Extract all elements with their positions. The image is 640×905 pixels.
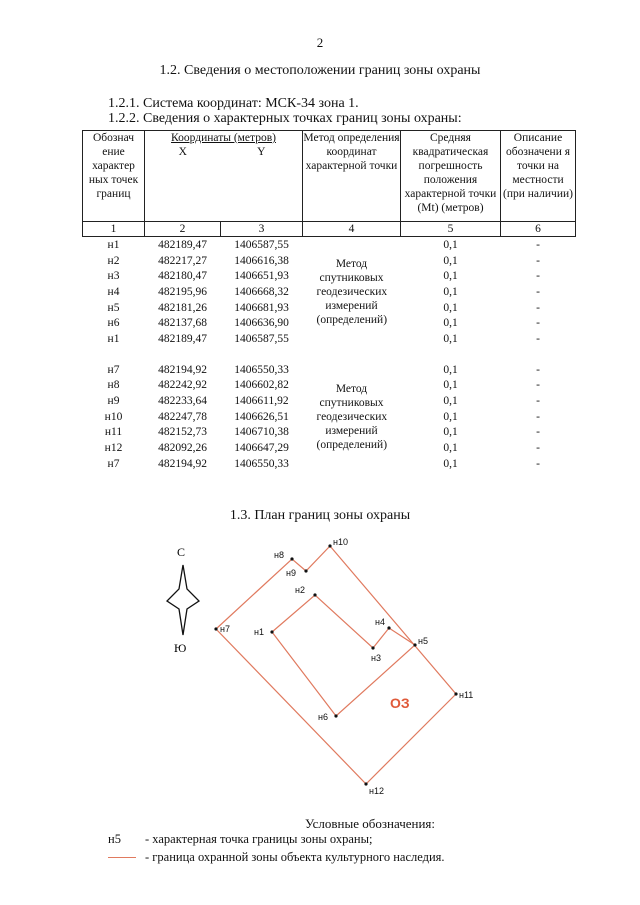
points-table (82, 130, 576, 472)
coord-y: 1406681,93 (234, 301, 289, 314)
boundary-point-label: н10 (333, 537, 348, 547)
point-name: н9 (107, 395, 120, 408)
description-value: - (536, 254, 540, 267)
description-value: - (536, 379, 540, 392)
coord-y: 1406587,55 (234, 238, 289, 251)
boundary-point-label: н6 (318, 712, 328, 722)
point-name: н3 (107, 270, 120, 283)
compass-star-icon (167, 565, 199, 635)
legend-title: Условные обозначения: (304, 816, 436, 831)
legend-line-text: - граница охранной зоны объекта культурного наследия. (145, 850, 445, 864)
subsection-1-2-1: 1.2.1. Система координат: МСК-34 зона 1. (108, 96, 359, 111)
coord-x: 482217,27 (158, 254, 207, 267)
description-value: - (536, 442, 540, 455)
boundary-point-marker (413, 643, 416, 646)
column-number: 5 (401, 222, 501, 237)
column-number: 3 (221, 222, 303, 237)
point-name: н10 (104, 410, 123, 423)
boundary-point-label: н3 (371, 653, 381, 663)
point-name: н6 (107, 317, 120, 330)
boundary-point-label: н9 (286, 568, 296, 578)
coord-x: 482247,78 (158, 410, 207, 423)
compass-south-label: Ю (174, 641, 187, 655)
point-name: н5 (107, 301, 120, 314)
error-value: 0,1 (443, 270, 458, 283)
table-row (83, 237, 576, 253)
legend-boundary-line (108, 857, 136, 858)
point-name: н1 (107, 332, 120, 345)
point-name: н4 (107, 285, 120, 298)
error-value: 0,1 (443, 301, 458, 314)
description-value: - (536, 285, 540, 298)
boundary-point-marker (328, 544, 331, 547)
header-y: Y (221, 145, 303, 222)
table-row (83, 362, 576, 378)
boundary-point-marker (371, 646, 374, 649)
header-error: Средняя квадратическая погрешность положения характерной точки (Mt) (метров) (401, 131, 501, 222)
coord-x: 482189,47 (158, 238, 207, 251)
error-value: 0,1 (443, 442, 458, 455)
boundary-point-label: н5 (418, 636, 428, 646)
description-value: - (536, 426, 540, 439)
description-value: - (536, 301, 540, 314)
coord-y: 1406550,33 (234, 363, 289, 376)
boundary-point-marker (334, 714, 337, 717)
coord-y: 1406647,29 (234, 442, 289, 455)
coord-y: 1406626,51 (234, 410, 289, 423)
coord-y: 1406587,55 (234, 332, 289, 345)
subsection-1-2-2: 1.2.2. Сведения о характерных точках границ зоны охраны: (108, 111, 462, 126)
description-value: - (536, 332, 540, 345)
header-point-designation: Обознач ение характер ных точек границ (83, 131, 145, 222)
coord-y: 1406550,33 (234, 457, 289, 470)
coord-y: 1406611,92 (234, 395, 289, 408)
outer-boundary (216, 546, 456, 784)
error-value: 0,1 (443, 410, 458, 423)
compass-north-label: С (177, 545, 186, 559)
header-x: X (145, 145, 221, 222)
error-value: 0,1 (443, 457, 458, 470)
zone-label: ОЗ (390, 695, 410, 711)
coord-x: 482152,73 (158, 426, 207, 439)
error-value: 0,1 (443, 379, 458, 392)
method-cell: Метод спутниковых геодезических измерений (определений) (316, 382, 388, 451)
method-cell: Метод спутниковых геодезических измерений (определений) (316, 257, 388, 326)
legend-point-text: - характерная точка границы зоны охраны; (145, 832, 373, 846)
coord-x: 482194,92 (158, 363, 207, 376)
column-number: 4 (303, 222, 401, 237)
coord-x: 482233,64 (158, 395, 207, 408)
column-number: 1 (83, 222, 145, 237)
description-value: - (536, 317, 540, 330)
compass (167, 545, 199, 655)
boundary-point-marker (364, 782, 367, 785)
description-value: - (536, 410, 540, 423)
description-value: - (536, 238, 540, 251)
error-value: 0,1 (443, 332, 458, 345)
coord-y: 1406668,32 (234, 285, 289, 298)
description-value: - (536, 457, 540, 470)
point-name: н11 (104, 426, 123, 439)
header-description: Описание обозначени я точки на местности (при наличии) (501, 131, 576, 222)
coord-y: 1406710,38 (234, 426, 289, 439)
header-method: Метод определения координат характерной точки (303, 131, 401, 222)
error-value: 0,1 (443, 363, 458, 376)
error-value: 0,1 (443, 426, 458, 439)
description-value: - (536, 395, 540, 408)
error-value: 0,1 (443, 317, 458, 330)
coord-x: 482092,26 (158, 442, 207, 455)
error-value: 0,1 (443, 285, 458, 298)
boundary-point-label: н7 (220, 624, 230, 634)
boundary-point-label: н8 (274, 550, 284, 560)
description-value: - (536, 363, 540, 376)
page-number: 2 (316, 35, 324, 50)
boundary-point-label: н1 (254, 627, 264, 637)
point-name: н7 (107, 457, 120, 470)
boundary-point-marker (304, 569, 307, 572)
coord-x: 482180,47 (158, 270, 207, 283)
point-name: н12 (104, 442, 123, 455)
point-name: н2 (107, 254, 120, 267)
coord-x: 482242,92 (158, 379, 207, 392)
header-coordinates: Координаты (метров) (145, 131, 303, 146)
coord-y: 1406602,82 (234, 379, 289, 392)
boundary-point-label: н4 (375, 617, 385, 627)
boundary-point-label: н2 (295, 585, 305, 595)
point-name: н1 (107, 238, 120, 251)
error-value: 0,1 (443, 254, 458, 267)
boundary-point-marker (454, 692, 457, 695)
description-value: - (536, 270, 540, 283)
boundary-plan (150, 535, 490, 800)
boundary-point-marker (290, 557, 293, 560)
point-name: н8 (107, 379, 120, 392)
column-number: 2 (145, 222, 221, 237)
legend-point-symbol: н5 (108, 832, 121, 846)
boundary-point-marker (313, 593, 316, 596)
error-value: 0,1 (443, 238, 458, 251)
section-1-3-title: 1.3. План границ зоны охраны (229, 508, 411, 523)
boundary-point-label: н12 (369, 786, 384, 796)
coord-x: 482194,92 (158, 457, 207, 470)
error-value: 0,1 (443, 395, 458, 408)
coord-y: 1406651,93 (234, 270, 289, 283)
boundary-point-marker (387, 626, 390, 629)
column-number: 6 (501, 222, 576, 237)
section-1-2-title: 1.2. Сведения о местоположении границ зоны охраны (159, 63, 481, 78)
boundary-point-marker (214, 627, 217, 630)
boundary-point-label: н11 (459, 690, 474, 700)
coord-x: 482195,96 (158, 285, 207, 298)
boundary-point-marker (270, 630, 273, 633)
coord-y: 1406616,38 (234, 254, 289, 267)
coord-x: 482137,68 (158, 317, 207, 330)
group-spacer (83, 347, 576, 362)
coord-x: 482181,26 (158, 301, 207, 314)
coord-y: 1406636,90 (234, 317, 289, 330)
point-name: н7 (107, 363, 120, 376)
coord-x: 482189,47 (158, 332, 207, 345)
